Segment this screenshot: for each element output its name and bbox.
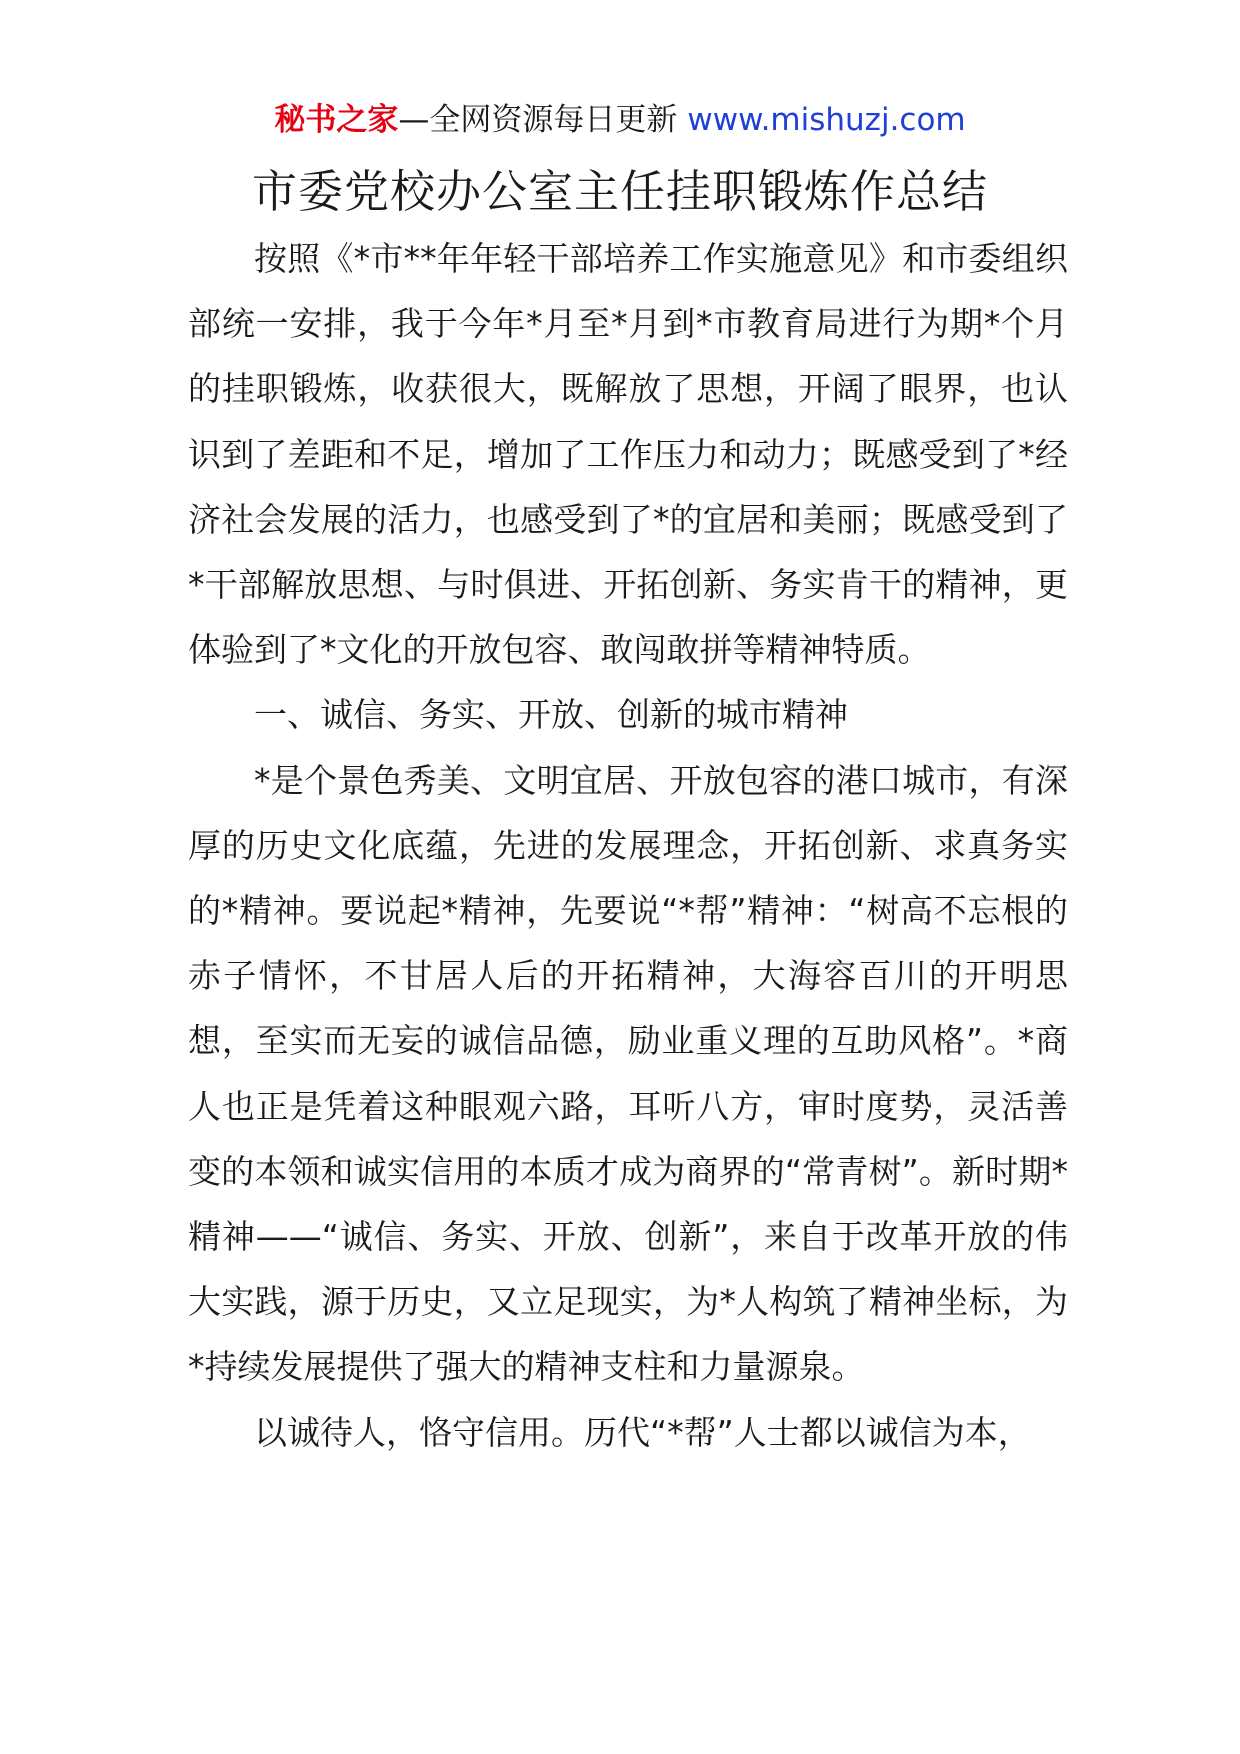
header-tagline: —全网资源每日更新	[398, 102, 678, 138]
brand-name: 秘书之家	[274, 102, 399, 138]
intro-paragraph: 按照《*市**年年轻干部培养工作实施意见》和市委组织部统一安排，我于今年*月至*月到*市教育局进行为期*个月的挂职锻炼，收获很大，既解放了思想，开阔了眼界，也认识到了差距和不足，增加了工作压力和动力；既感受到了*经济社会发展的活力，也感受到了*的宜居和美丽；既感受到了*干部解放思想、与时俱进、开拓创新、务实肯干的精神，更体验到了*文化的开放包容、敢闯敢拼等精神特质。	[188, 239, 1068, 670]
document-body	[188, 226, 1068, 1465]
document-title: 市委党校办公室主任挂职锻炼作总结	[251, 165, 988, 218]
body-paragraph: 以诚待人，恪守信用。历代“*帮”人士都以诚信为本，	[254, 1412, 1031, 1452]
section-heading: 一、诚信、务实、开放、创新的城市精神	[254, 695, 848, 735]
site-header	[0, 98, 1240, 142]
body-paragraph: *是个景色秀美、文明宜居、开放包容的港口城市，有深厚的历史文化底蕴，先进的发展理念，开拓创新、求真务实的*精神。要说起*精神，先要说“*帮”精神：“树高不忘根的赤子情怀，不甘居人后的开拓精神，大海容百川的开明思想，至实而无妄的诚信品德，励业重义理的互助风格”。*商人也正是凭着这种眼观六路，耳听八方，审时度势，灵活善变的本领和诚实信用的本质才成为商界的“常青树”。新时期*精神——“诚信、务实、开放、创新”，来自于改革开放的伟大实践，源于历史，又立足现实，为*人构筑了精神坐标，为*持续发展提供了强大的精神支柱和力量源泉。	[188, 760, 1068, 1387]
site-url: www.mishuzj.com	[687, 102, 966, 138]
